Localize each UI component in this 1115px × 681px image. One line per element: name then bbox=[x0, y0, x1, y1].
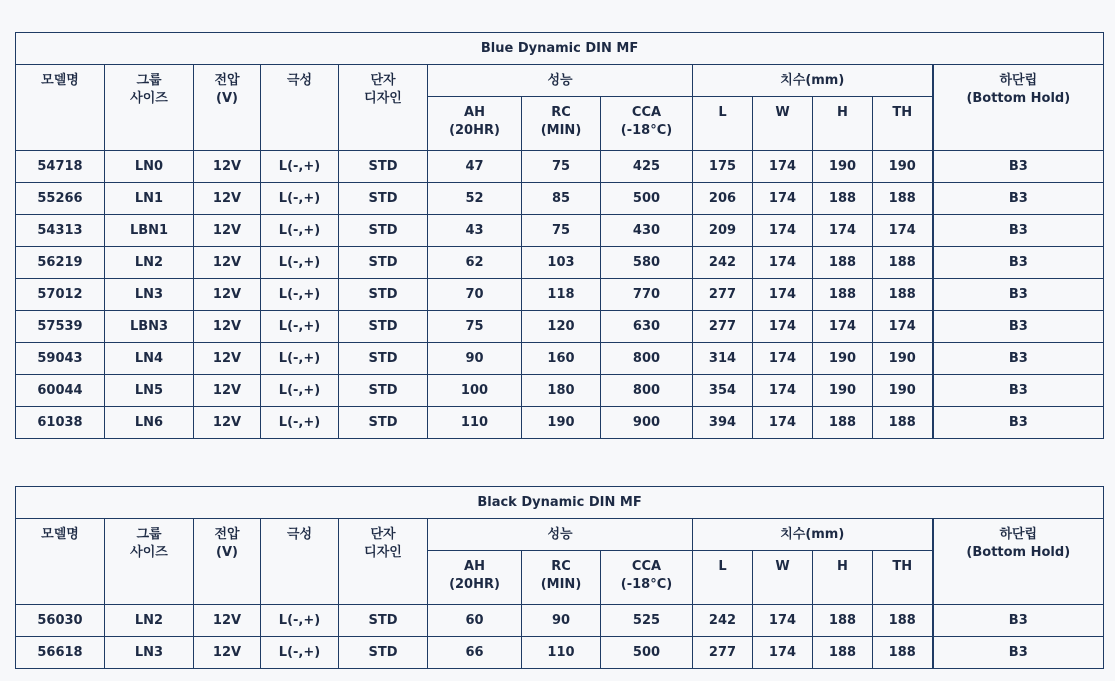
cell-terminal: STD bbox=[339, 279, 428, 311]
cell-w: 174 bbox=[753, 375, 813, 407]
cell-bottom: B3 bbox=[933, 215, 1104, 247]
spec-table bbox=[15, 486, 1104, 669]
header-line: AH bbox=[464, 105, 485, 120]
cell-cca: 900 bbox=[601, 407, 693, 439]
cell-rc: 103 bbox=[522, 247, 601, 279]
header-line: 디자인 bbox=[364, 91, 402, 106]
cell-bottom: B3 bbox=[933, 183, 1104, 215]
header-cca bbox=[601, 97, 693, 151]
cell-rc: 75 bbox=[522, 215, 601, 247]
cell-voltage: 12V bbox=[194, 407, 261, 439]
table-row bbox=[16, 183, 1104, 215]
cell-model: 56030 bbox=[16, 605, 105, 637]
cell-terminal: STD bbox=[339, 183, 428, 215]
cell-group: LN3 bbox=[105, 637, 194, 669]
header-line: (MIN) bbox=[540, 123, 582, 138]
cell-ah: 62 bbox=[428, 247, 522, 279]
cell-th: 188 bbox=[873, 183, 933, 215]
cell-polarity: L(-,+) bbox=[261, 343, 339, 375]
header-h: H bbox=[813, 97, 873, 151]
table-row bbox=[16, 247, 1104, 279]
cell-rc: 180 bbox=[522, 375, 601, 407]
cell-voltage: 12V bbox=[194, 311, 261, 343]
cell-cca: 770 bbox=[601, 279, 693, 311]
table-row bbox=[16, 407, 1104, 439]
cell-bottom: B3 bbox=[933, 605, 1104, 637]
header-line: 그룹 bbox=[136, 527, 162, 542]
cell-terminal: STD bbox=[339, 215, 428, 247]
header-voltage bbox=[194, 519, 261, 605]
cell-terminal: STD bbox=[339, 151, 428, 183]
header-line: 전압 bbox=[214, 527, 240, 542]
cell-th: 174 bbox=[873, 311, 933, 343]
header-performance: 성능 bbox=[428, 65, 693, 97]
table-row bbox=[16, 637, 1104, 669]
cell-group: LBN1 bbox=[105, 215, 194, 247]
cell-l: 394 bbox=[693, 407, 753, 439]
cell-terminal: STD bbox=[339, 247, 428, 279]
header-h: H bbox=[813, 551, 873, 605]
header-th: TH bbox=[873, 551, 933, 605]
cell-h: 188 bbox=[813, 605, 873, 637]
cell-h: 188 bbox=[813, 247, 873, 279]
cell-group: LN2 bbox=[105, 247, 194, 279]
cell-th: 188 bbox=[873, 279, 933, 311]
table-row bbox=[16, 311, 1104, 343]
cell-bottom: B3 bbox=[933, 375, 1104, 407]
cell-voltage: 12V bbox=[194, 151, 261, 183]
cell-th: 188 bbox=[873, 247, 933, 279]
table-row bbox=[16, 375, 1104, 407]
cell-group: LN4 bbox=[105, 343, 194, 375]
header-dimensions: 치수(mm) bbox=[693, 519, 933, 551]
cell-w: 174 bbox=[753, 215, 813, 247]
cell-th: 174 bbox=[873, 215, 933, 247]
cell-th: 190 bbox=[873, 151, 933, 183]
header-line: 하단립 bbox=[999, 73, 1038, 88]
cell-cca: 800 bbox=[601, 375, 693, 407]
header-line: RC bbox=[551, 105, 571, 120]
cell-th: 190 bbox=[873, 375, 933, 407]
cell-bottom: B3 bbox=[933, 279, 1104, 311]
cell-model: 61038 bbox=[16, 407, 105, 439]
header-line: 사이즈 bbox=[130, 91, 168, 106]
cell-model: 59043 bbox=[16, 343, 105, 375]
cell-rc: 90 bbox=[522, 605, 601, 637]
cell-bottom: B3 bbox=[933, 151, 1104, 183]
cell-polarity: L(-,+) bbox=[261, 151, 339, 183]
cell-l: 206 bbox=[693, 183, 753, 215]
header-model: 모델명 bbox=[16, 65, 105, 151]
header-rc bbox=[522, 551, 601, 605]
cell-voltage: 12V bbox=[194, 605, 261, 637]
cell-w: 174 bbox=[753, 343, 813, 375]
cell-h: 190 bbox=[813, 343, 873, 375]
cell-h: 188 bbox=[813, 279, 873, 311]
cell-rc: 85 bbox=[522, 183, 601, 215]
table-title: Black Dynamic DIN MF bbox=[16, 487, 1104, 519]
cell-group: LN5 bbox=[105, 375, 194, 407]
cell-w: 174 bbox=[753, 183, 813, 215]
header-line: 단자 bbox=[370, 527, 396, 542]
cell-rc: 120 bbox=[522, 311, 601, 343]
cell-w: 174 bbox=[753, 247, 813, 279]
header-performance: 성능 bbox=[428, 519, 693, 551]
cell-l: 175 bbox=[693, 151, 753, 183]
cell-w: 174 bbox=[753, 407, 813, 439]
header-line: CCA bbox=[631, 105, 662, 120]
header-line: 전압 bbox=[214, 73, 240, 88]
cell-polarity: L(-,+) bbox=[261, 215, 339, 247]
header-polarity: 극성 bbox=[261, 519, 339, 605]
cell-h: 190 bbox=[813, 375, 873, 407]
cell-rc: 160 bbox=[522, 343, 601, 375]
cell-l: 242 bbox=[693, 247, 753, 279]
cell-h: 188 bbox=[813, 183, 873, 215]
cell-model: 57012 bbox=[16, 279, 105, 311]
cell-model: 56618 bbox=[16, 637, 105, 669]
cell-th: 188 bbox=[873, 605, 933, 637]
cell-ah: 47 bbox=[428, 151, 522, 183]
header-model: 모델명 bbox=[16, 519, 105, 605]
spec-table bbox=[15, 32, 1104, 439]
header-line: (20HR) bbox=[449, 577, 500, 592]
cell-polarity: L(-,+) bbox=[261, 279, 339, 311]
cell-group: LN6 bbox=[105, 407, 194, 439]
cell-voltage: 12V bbox=[194, 279, 261, 311]
cell-voltage: 12V bbox=[194, 375, 261, 407]
cell-terminal: STD bbox=[339, 407, 428, 439]
cell-w: 174 bbox=[753, 311, 813, 343]
header-line: 디자인 bbox=[364, 545, 402, 560]
header-line: (-18°C) bbox=[620, 123, 673, 138]
cell-th: 188 bbox=[873, 637, 933, 669]
table-row bbox=[16, 343, 1104, 375]
cell-l: 314 bbox=[693, 343, 753, 375]
cell-rc: 110 bbox=[522, 637, 601, 669]
cell-w: 174 bbox=[753, 151, 813, 183]
cell-th: 190 bbox=[873, 343, 933, 375]
cell-group: LBN3 bbox=[105, 311, 194, 343]
cell-model: 60044 bbox=[16, 375, 105, 407]
header-rc bbox=[522, 97, 601, 151]
cell-terminal: STD bbox=[339, 375, 428, 407]
cell-polarity: L(-,+) bbox=[261, 605, 339, 637]
header-voltage bbox=[194, 65, 261, 151]
cell-bottom: B3 bbox=[933, 637, 1104, 669]
cell-bottom: B3 bbox=[933, 407, 1104, 439]
header-l: L bbox=[693, 97, 753, 151]
cell-ah: 110 bbox=[428, 407, 522, 439]
cell-group: LN3 bbox=[105, 279, 194, 311]
cell-voltage: 12V bbox=[194, 215, 261, 247]
header-line: (V) bbox=[216, 91, 238, 106]
table-row bbox=[16, 215, 1104, 247]
cell-ah: 100 bbox=[428, 375, 522, 407]
cell-group: LN0 bbox=[105, 151, 194, 183]
cell-terminal: STD bbox=[339, 605, 428, 637]
header-w: W bbox=[753, 97, 813, 151]
header-line: (V) bbox=[216, 545, 238, 560]
cell-ah: 52 bbox=[428, 183, 522, 215]
cell-cca: 580 bbox=[601, 247, 693, 279]
cell-ah: 75 bbox=[428, 311, 522, 343]
cell-ah: 90 bbox=[428, 343, 522, 375]
cell-w: 174 bbox=[753, 637, 813, 669]
cell-voltage: 12V bbox=[194, 637, 261, 669]
cell-voltage: 12V bbox=[194, 343, 261, 375]
header-l: L bbox=[693, 551, 753, 605]
header-line: (Bottom Hold) bbox=[966, 91, 1071, 106]
cell-bottom: B3 bbox=[933, 311, 1104, 343]
header-line: CCA bbox=[631, 559, 662, 574]
cell-h: 188 bbox=[813, 407, 873, 439]
cell-w: 174 bbox=[753, 605, 813, 637]
cell-ah: 60 bbox=[428, 605, 522, 637]
cell-terminal: STD bbox=[339, 311, 428, 343]
header-line: RC bbox=[551, 559, 571, 574]
header-group-size bbox=[105, 65, 194, 151]
cell-rc: 190 bbox=[522, 407, 601, 439]
header-group-size bbox=[105, 519, 194, 605]
header-bottom-hold bbox=[933, 65, 1104, 151]
header-terminal-design bbox=[339, 65, 428, 151]
cell-l: 209 bbox=[693, 215, 753, 247]
cell-polarity: L(-,+) bbox=[261, 311, 339, 343]
header-line: (20HR) bbox=[449, 123, 500, 138]
header-dimensions: 치수(mm) bbox=[693, 65, 933, 97]
cell-terminal: STD bbox=[339, 343, 428, 375]
cell-model: 56219 bbox=[16, 247, 105, 279]
cell-cca: 425 bbox=[601, 151, 693, 183]
header-bottom-hold bbox=[933, 519, 1104, 605]
cell-l: 277 bbox=[693, 279, 753, 311]
header-w: W bbox=[753, 551, 813, 605]
cell-polarity: L(-,+) bbox=[261, 247, 339, 279]
cell-voltage: 12V bbox=[194, 183, 261, 215]
cell-l: 277 bbox=[693, 637, 753, 669]
cell-polarity: L(-,+) bbox=[261, 407, 339, 439]
header-ah bbox=[428, 551, 522, 605]
cell-h: 174 bbox=[813, 311, 873, 343]
cell-model: 57539 bbox=[16, 311, 105, 343]
cell-group: LN1 bbox=[105, 183, 194, 215]
table-row bbox=[16, 151, 1104, 183]
header-line: AH bbox=[464, 559, 485, 574]
cell-ah: 43 bbox=[428, 215, 522, 247]
header-line: (-18°C) bbox=[620, 577, 673, 592]
cell-model: 54718 bbox=[16, 151, 105, 183]
cell-cca: 500 bbox=[601, 637, 693, 669]
cell-cca: 500 bbox=[601, 183, 693, 215]
header-th: TH bbox=[873, 97, 933, 151]
cell-cca: 630 bbox=[601, 311, 693, 343]
table-title: Blue Dynamic DIN MF bbox=[16, 33, 1104, 65]
cell-bottom: B3 bbox=[933, 247, 1104, 279]
cell-rc: 75 bbox=[522, 151, 601, 183]
cell-rc: 118 bbox=[522, 279, 601, 311]
cell-th: 188 bbox=[873, 407, 933, 439]
cell-ah: 66 bbox=[428, 637, 522, 669]
cell-cca: 525 bbox=[601, 605, 693, 637]
header-line: 하단립 bbox=[999, 527, 1038, 542]
cell-ah: 70 bbox=[428, 279, 522, 311]
cell-polarity: L(-,+) bbox=[261, 375, 339, 407]
header-line: (MIN) bbox=[540, 577, 582, 592]
header-polarity: 극성 bbox=[261, 65, 339, 151]
cell-polarity: L(-,+) bbox=[261, 637, 339, 669]
cell-bottom: B3 bbox=[933, 343, 1104, 375]
cell-h: 188 bbox=[813, 637, 873, 669]
table-row bbox=[16, 279, 1104, 311]
cell-polarity: L(-,+) bbox=[261, 183, 339, 215]
cell-l: 242 bbox=[693, 605, 753, 637]
header-cca bbox=[601, 551, 693, 605]
table-row bbox=[16, 605, 1104, 637]
cell-group: LN2 bbox=[105, 605, 194, 637]
cell-w: 174 bbox=[753, 279, 813, 311]
cell-voltage: 12V bbox=[194, 247, 261, 279]
header-line: 단자 bbox=[370, 73, 396, 88]
header-line: 그룹 bbox=[136, 73, 162, 88]
cell-model: 55266 bbox=[16, 183, 105, 215]
header-line: (Bottom Hold) bbox=[966, 545, 1071, 560]
cell-model: 54313 bbox=[16, 215, 105, 247]
cell-h: 190 bbox=[813, 151, 873, 183]
cell-cca: 430 bbox=[601, 215, 693, 247]
header-ah bbox=[428, 97, 522, 151]
cell-terminal: STD bbox=[339, 637, 428, 669]
cell-cca: 800 bbox=[601, 343, 693, 375]
cell-h: 174 bbox=[813, 215, 873, 247]
cell-l: 354 bbox=[693, 375, 753, 407]
header-terminal-design bbox=[339, 519, 428, 605]
cell-l: 277 bbox=[693, 311, 753, 343]
header-line: 사이즈 bbox=[130, 545, 168, 560]
